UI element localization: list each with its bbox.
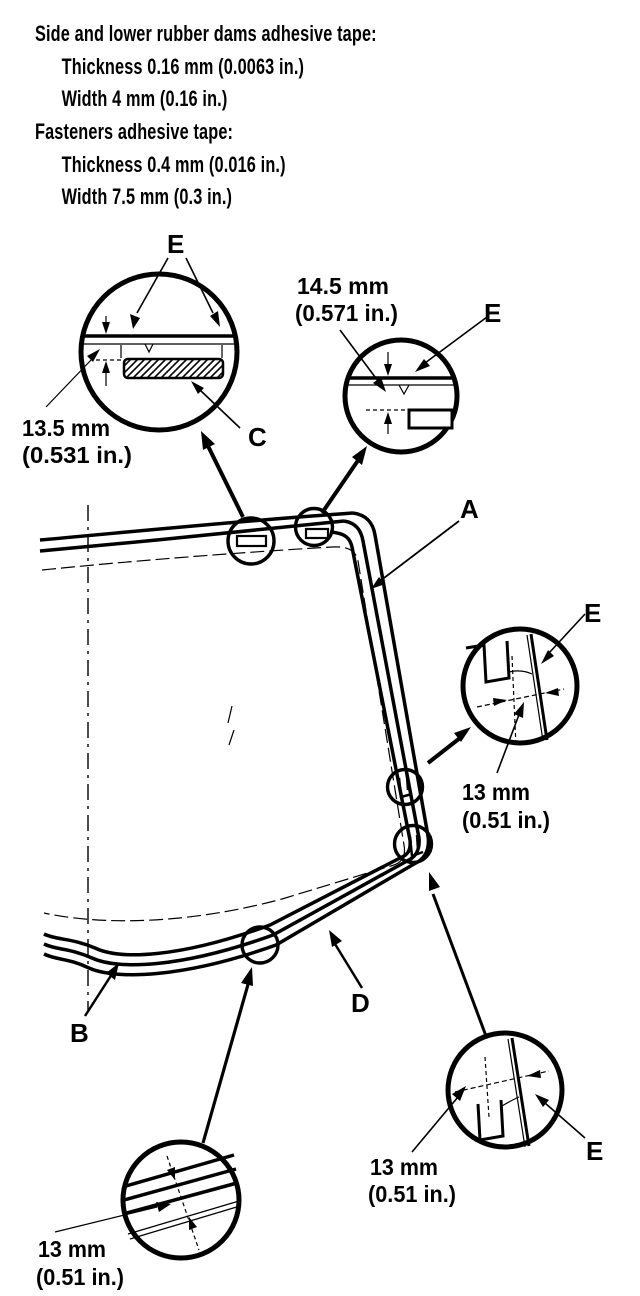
dim-051in-lower-edge: (0.51 in.)	[36, 1264, 124, 1290]
locator-side-corner	[395, 826, 432, 863]
dim-051in-side-lower: (0.51 in.)	[368, 1181, 456, 1207]
fastener-cross-section	[409, 410, 452, 428]
dim-13mm-side-lower: 13 mm	[370, 1154, 438, 1180]
spec-line-fastener-thickness: Thickness 0.4 mm (0.016 in.)	[61, 151, 286, 177]
detail-circle-upper-edge	[295, 273, 501, 513]
side-molding-callout	[371, 494, 479, 589]
lower-molding-callouts	[70, 930, 370, 1048]
spec-line-rubber-dams-title: Side and lower rubber dams adhesive tape:	[35, 21, 377, 46]
lower-molding-inner	[44, 858, 400, 955]
rubber-dam-cross-section	[124, 359, 223, 378]
locator-side-upper	[388, 770, 423, 805]
dim-0531in: (0.531 in.)	[22, 442, 132, 468]
dim-051in-side-upper: (0.51 in.)	[462, 807, 550, 833]
dim-0571in: (0.571 in.)	[295, 300, 398, 326]
callout-e-side-upper: E	[584, 598, 602, 628]
dim-13mm-side-upper: 13 mm	[462, 779, 530, 805]
windshield-outline	[40, 505, 428, 1010]
detail-circle-side-upper	[428, 598, 601, 833]
spec-line-rubber-thickness: Thickness 0.16 mm (0.0063 in.)	[61, 53, 305, 79]
callout-b: B	[70, 1018, 89, 1048]
glass-surface-marks	[228, 706, 234, 745]
glass-inner-edge	[42, 547, 405, 921]
dim-145mm: 14.5 mm	[297, 273, 389, 299]
locator-top-left	[228, 518, 274, 564]
dim-135mm: 13.5 mm	[22, 415, 110, 441]
callout-e-upper-edge: E	[484, 298, 502, 328]
dim-13mm-lower-edge: 13 mm	[38, 1236, 106, 1262]
callout-d: D	[351, 988, 370, 1018]
spec-line-fasteners-title: Fasteners adhesive tape:	[35, 119, 234, 145]
callout-c: C	[248, 422, 267, 452]
detail-circle-lower-edge	[36, 967, 253, 1290]
detail-circle-side-lower	[368, 872, 603, 1207]
callout-e-side-lower: E	[586, 1136, 604, 1166]
detail-circle-rubber-dam	[22, 229, 267, 517]
spec-line-rubber-width: Width 4 mm (0.16 in.)	[61, 86, 228, 112]
callout-a: A	[460, 494, 479, 524]
spec-line-fastener-width: Width 7.5 mm (0.3 in.)	[61, 184, 233, 210]
callout-e-rubber-dam: E	[167, 229, 185, 259]
